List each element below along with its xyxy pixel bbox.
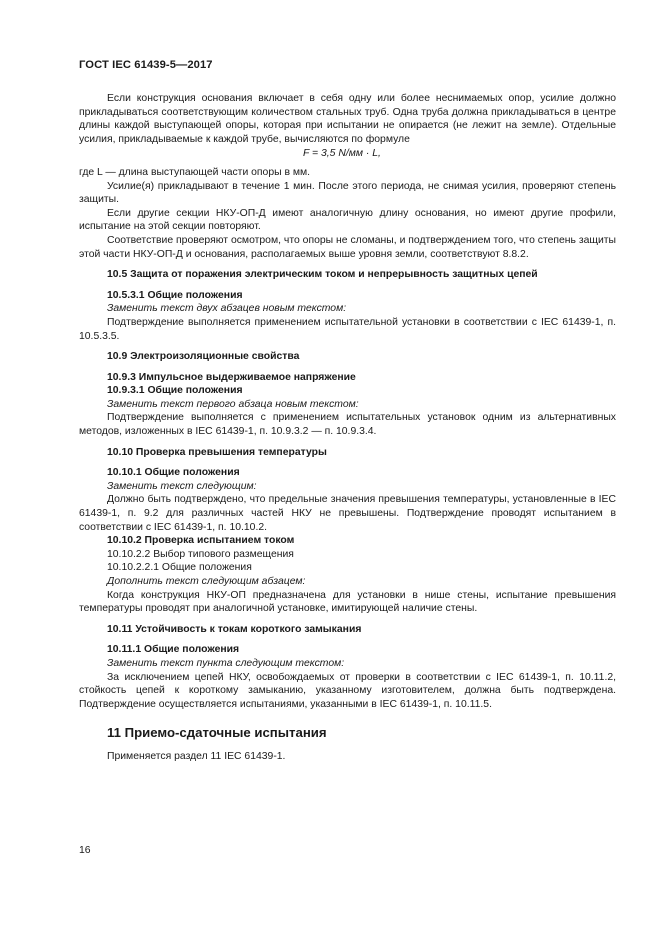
amendment-note: Заменить текст двух абзацев новым текстом: <box>107 303 347 315</box>
paragraph: Подтверждение выполняется применением испытательной установки в соответствии с IEC 61439-1, п. 10.5.3.5. <box>79 316 616 342</box>
amendment-note: Заменить текст следующим: <box>107 480 257 492</box>
paragraph: Если другие секции НКУ-ОП-Д имеют аналогичную длину основания, но имеют другие профили, испытание на этой секции повторяют. <box>79 207 616 233</box>
section-heading-10-11: 10.11 Устойчивость к токам короткого замыкания <box>107 623 362 635</box>
paragraph: Должно быть подтверждено, что предельные значения превышения температуры, установленные в IEC 61439-1, п. 9.2 для различных частей НКУ не превышены. Подтверждение проводят испытанием в соответствии с IEC 61439-1, п. 10.10.2. <box>79 494 616 533</box>
subsection-heading: 10.10.2.2 Выбор типового размещения <box>107 548 294 560</box>
formula: F = 3,5 N/мм · L, <box>303 148 381 160</box>
subsection-heading: 10.9.3.1 Общие положения <box>107 385 243 397</box>
page-number: 16 <box>79 845 91 856</box>
document-body <box>79 92 616 764</box>
section-heading-10-10: 10.10 Проверка превышения температуры <box>107 446 327 458</box>
section-heading-10-9: 10.9 Электроизоляционные свойства <box>107 351 300 363</box>
subsection-heading: 10.11.1 Общие положения <box>107 644 240 656</box>
amendment-note: Заменить текст первого абзаца новым текстом: <box>107 398 359 410</box>
amendment-note: Заменить текст пункта следующим текстом: <box>107 657 345 669</box>
subsection-heading: 10.10.2 Проверка испытанием током <box>107 535 295 547</box>
subsection-heading: 10.9.3 Импульсное выдерживаемое напряжение <box>107 371 356 383</box>
paragraph: Если конструкция основания включает в себя одну или более неснимаемых опор, усилие должно прикладываться соответствующим количеством стальных труб. Одна труба должна прикладываться в центре длины каждой выступающей опоры, которая при испытании не опирается (не лежит на земле). Отдельные усилия, прикладываемые к каждой трубе, вычисляются по формуле <box>79 93 616 145</box>
paragraph: где L — длина выступающей части опоры в мм. <box>79 166 311 178</box>
paragraph: Применяется раздел 11 IEC 61439-1. <box>107 751 286 763</box>
subsection-heading: 10.10.2.2.1 Общие положения <box>107 562 252 574</box>
section-heading-10-5: 10.5 Защита от поражения электрическим током и непрерывность защитных цепей <box>107 269 538 281</box>
subsection-heading: 10.10.1 Общие положения <box>107 467 240 479</box>
paragraph: Соответствие проверяют осмотром, что опоры не сломаны, и подтверждением того, что степень защиты этой части НКУ-ОП-Д и основания, располагаемых выше уровня земли, соответствуют 8.8.2. <box>79 234 616 260</box>
paragraph: Когда конструкция НКУ-ОП предназначена для установки в нише стены, испытание превышения температуры проводят при аналогичной установке, имитирующей наличие стены. <box>79 589 616 615</box>
paragraph: За исключением цепей НКУ, освобождаемых от проверки в соответствии с IEC 61439-1, п. 10.11.2, стойкость цепей к короткому замыканию, указанному изготовителем, должна быть подтверждена. Подтверждение осуществляется испытаниями, указанными в IEC 61439-1, п. 10.11.5. <box>79 671 616 710</box>
paragraph: Усилие(я) прикладывают в течение 1 мин. После этого периода, не снимая усилия, проверяют степень защиты. <box>79 180 616 206</box>
document-header: ГОСТ IEC 61439-5—2017 <box>79 59 213 71</box>
paragraph: Подтверждение выполняется с применением испытательных установок одним из альтернативных методов, изложенных в IEC 61439-1, п. 10.9.3.2 — п. 10.9.3.4. <box>79 412 616 438</box>
subsection-heading: 10.5.3.1 Общие положения <box>107 289 243 301</box>
amendment-note: Дополнить текст следующим абзацем: <box>107 576 306 587</box>
section-heading-11: 11 Приемо-сдаточные испытания <box>107 725 327 741</box>
